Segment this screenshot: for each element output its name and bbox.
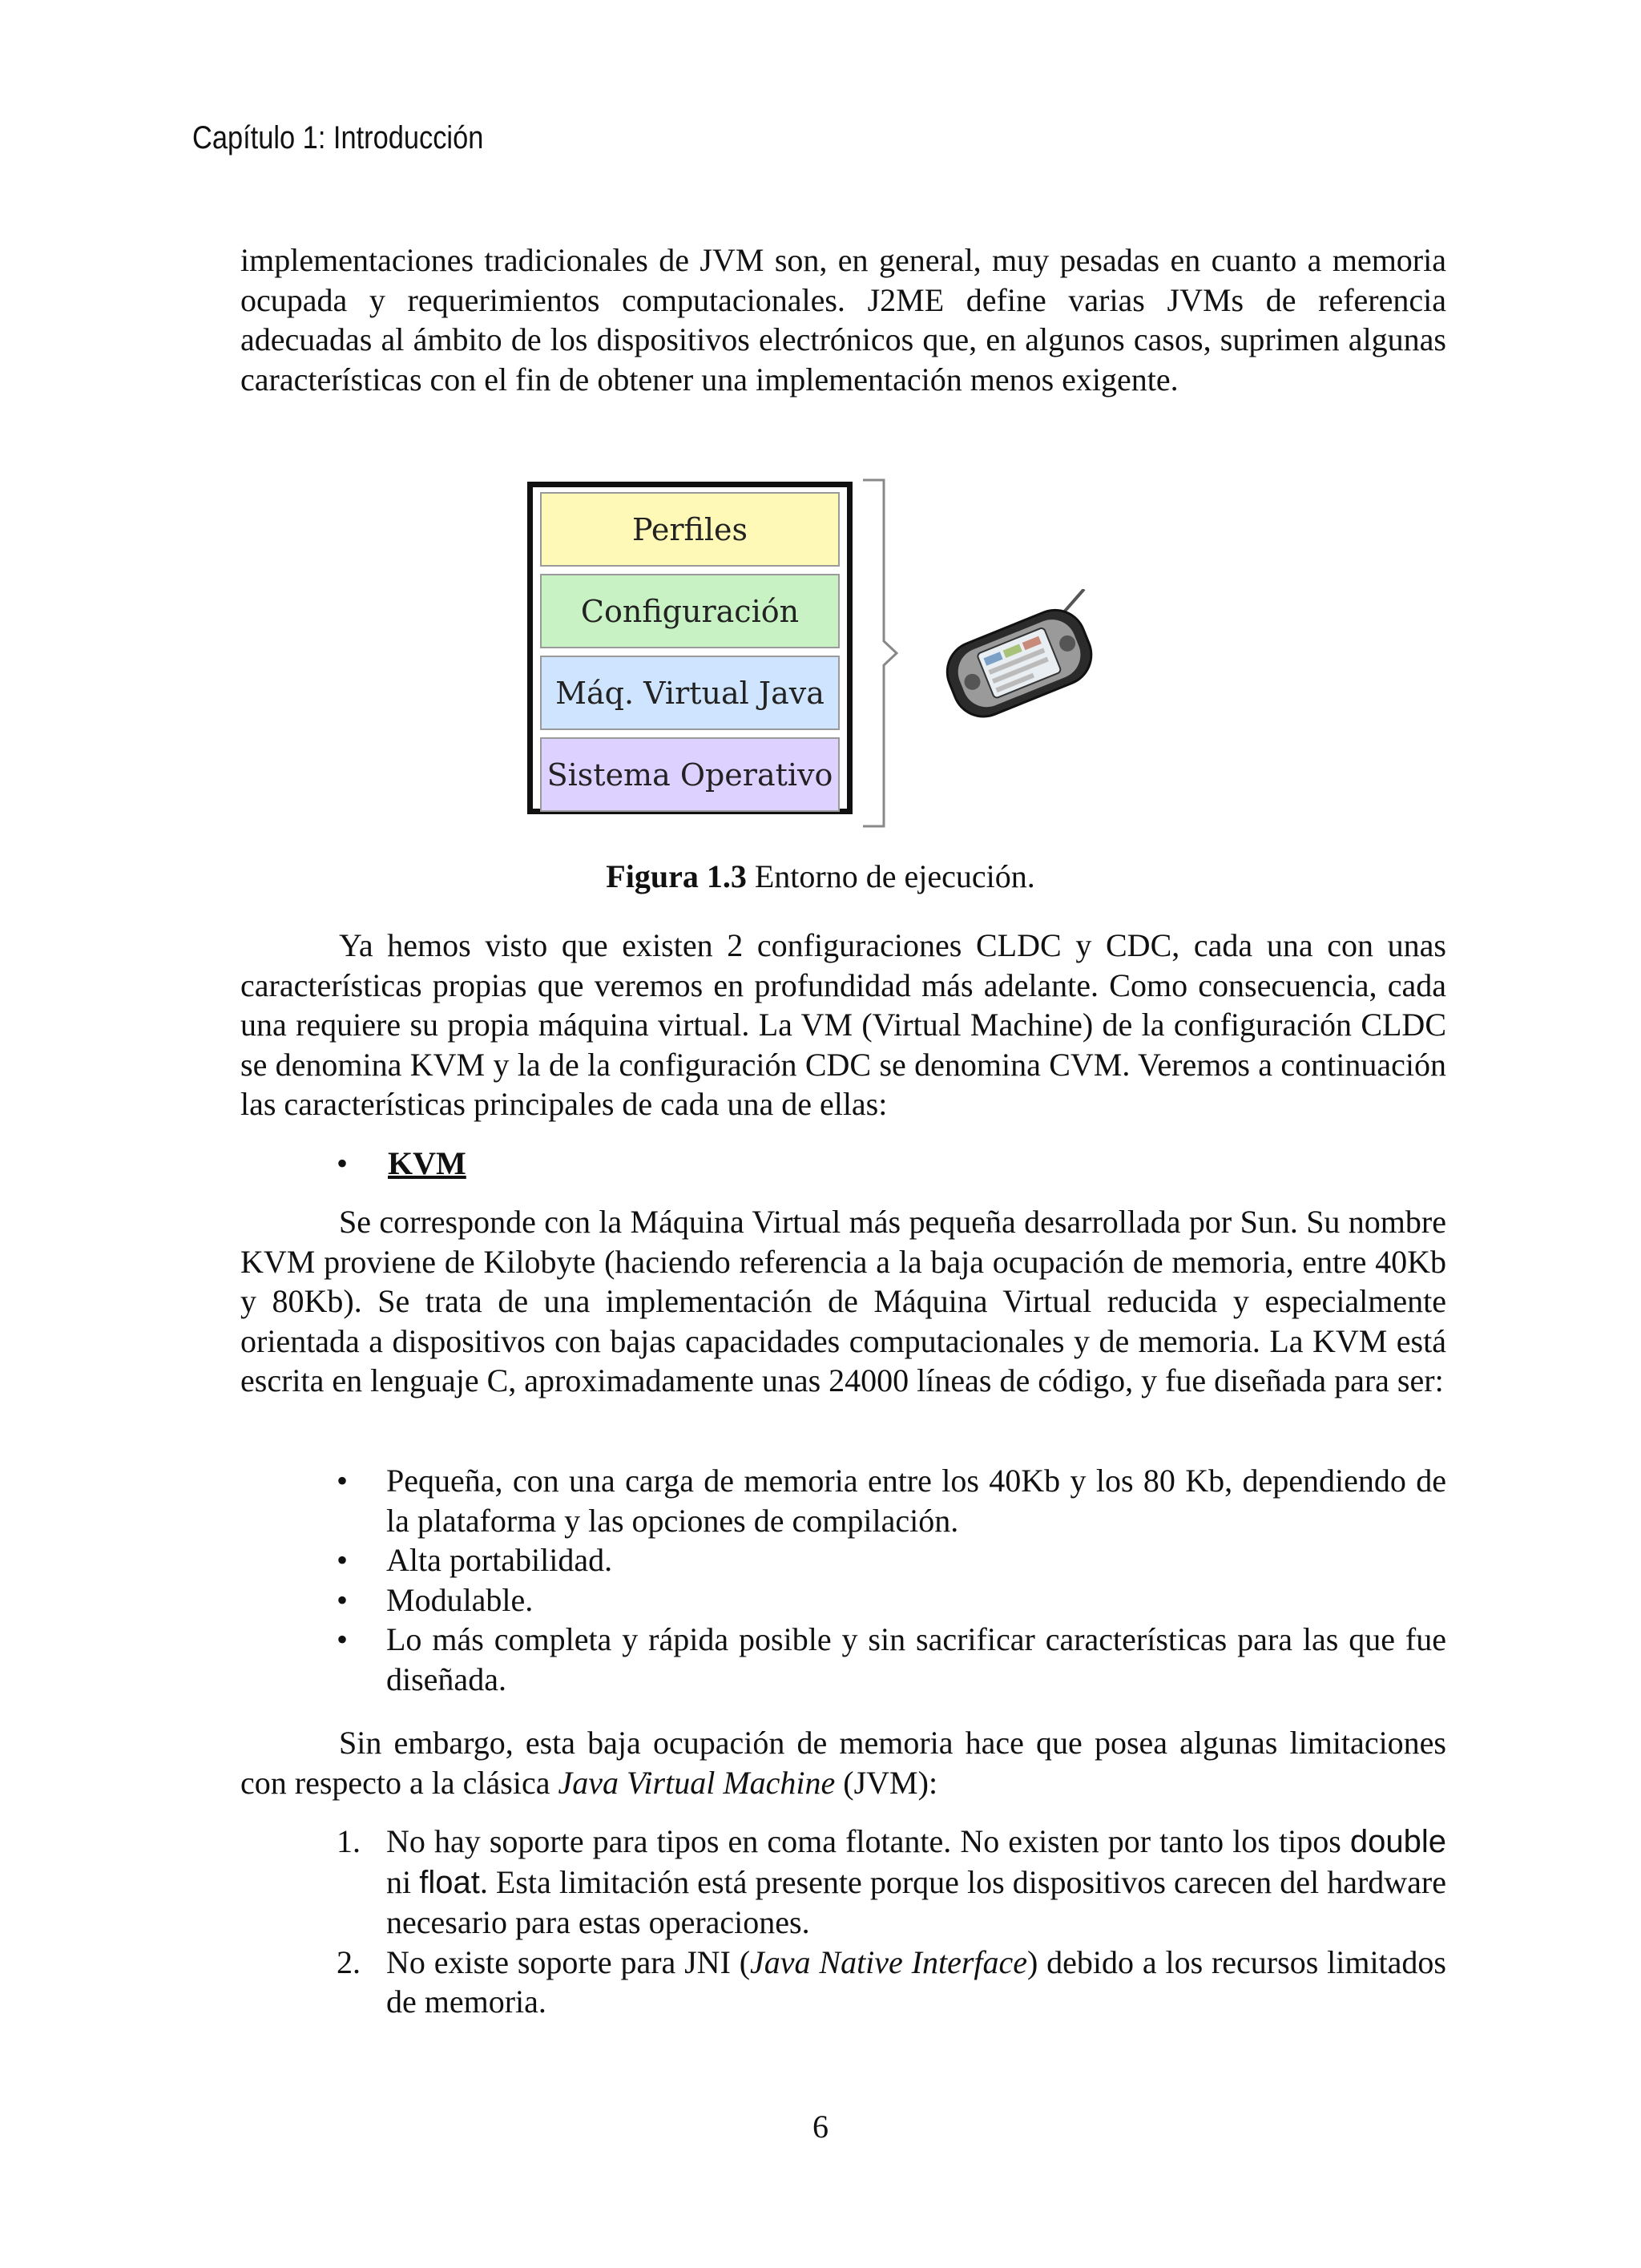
bullet-glyph: • bbox=[337, 1145, 349, 1181]
list-item: • Alta portabilidad. bbox=[337, 1542, 613, 1578]
page-number: 6 bbox=[812, 2109, 829, 2145]
jvm-italic: Java Virtual Machine bbox=[558, 1764, 836, 1801]
code-double: double bbox=[1349, 1824, 1446, 1859]
limitations-list bbox=[337, 1822, 1446, 2022]
list-item: • Modulable. bbox=[337, 1581, 534, 1618]
figure-caption-label: Figura 1.3 bbox=[606, 858, 747, 894]
kvm-heading-line bbox=[337, 1144, 466, 1182]
paragraph-limitations-intro: Sin embargo, esta baja ocupación de memoria hace que posea algunas limitaciones con respecto a la clásica Java Virtual Machine (JVM): bbox=[240, 1725, 1446, 1801]
handheld-device-icon bbox=[936, 589, 1104, 725]
layer-configuracion: Configuración bbox=[540, 574, 840, 648]
paragraph-configurations: Ya hemos visto que existen 2 configuraciones CLDC y CDC, cada una con unas características propias que veremos en profundidad más adelante. Como consecuencia, cada una requiere su propia máquina virtual. La VM (Virtual Machine) de la configuración CLDC se denomina KVM y la de la configuración CDC se denomina CVM. Veremos a continuación las características principales de cada una de ellas: bbox=[240, 927, 1446, 1122]
list-item: 1. No hay soporte para tipos en coma flotante. No existen por tanto los tipos double ni float. Esta limitación está presente porque los dispositivos carecen del hardware necesario para estas operaciones. bbox=[337, 1823, 1446, 1940]
list-item: • Pequeña, con una carga de memoria entre los 40Kb y los 80 Kb, dependiendo de la plataforma y las opciones de compilación. bbox=[337, 1463, 1446, 1539]
kvm-heading: KVM bbox=[388, 1145, 466, 1181]
list-item: • Lo más completa y rápida posible y sin sacrificar características para las que fue diseñada. bbox=[337, 1621, 1446, 1697]
kvm-features-list bbox=[337, 1461, 1446, 1699]
paragraph-kvm-description: Se corresponde con la Máquina Virtual más pequeña desarrollada por Sun. Su nombre KVM proviene de Kilobyte (haciendo referencia a la baja ocupación de memoria, entre 40Kb y 80Kb). Se trata de una implementación de Máquina Virtual reducida y especialmente orientada a dispositivos con bajas capacidades computacionales y de memoria. La KVM está escrita en lenguaje C, aproximadamente unas 24000 líneas de código, y fue diseñada para ser: bbox=[240, 1204, 1446, 1398]
list-item: 2. No existe soporte para JNI (Java Native Interface) debido a los recursos limitados de memoria. bbox=[337, 1943, 1446, 2020]
code-float: float bbox=[419, 1864, 480, 1900]
figure-caption bbox=[0, 858, 1641, 895]
chapter-header: Capítulo 1: Introducción bbox=[192, 120, 484, 155]
paragraph-jvm-intro: implementaciones tradicionales de JVM son, en general, muy pesadas en cuanto a memoria ocupada y requerimientos computacionales. J2ME define varias JVMs de referencia adecuadas al ámbito de los dispositivos electrónicos que, en algunos casos, suprimen algunas características con el fin de obtener una implementación menos exigente. bbox=[240, 242, 1446, 398]
brace-bracket bbox=[860, 477, 916, 829]
layer-maquina-virtual: Máq. Virtual Java bbox=[540, 656, 840, 730]
layer-stack bbox=[527, 482, 853, 814]
layer-perfiles: Perfiles bbox=[540, 492, 840, 567]
layer-sistema-operativo: Sistema Operativo bbox=[540, 737, 840, 812]
runtime-environment-figure bbox=[519, 469, 1144, 837]
figure-caption-text: Entorno de ejecución. bbox=[746, 858, 1035, 894]
